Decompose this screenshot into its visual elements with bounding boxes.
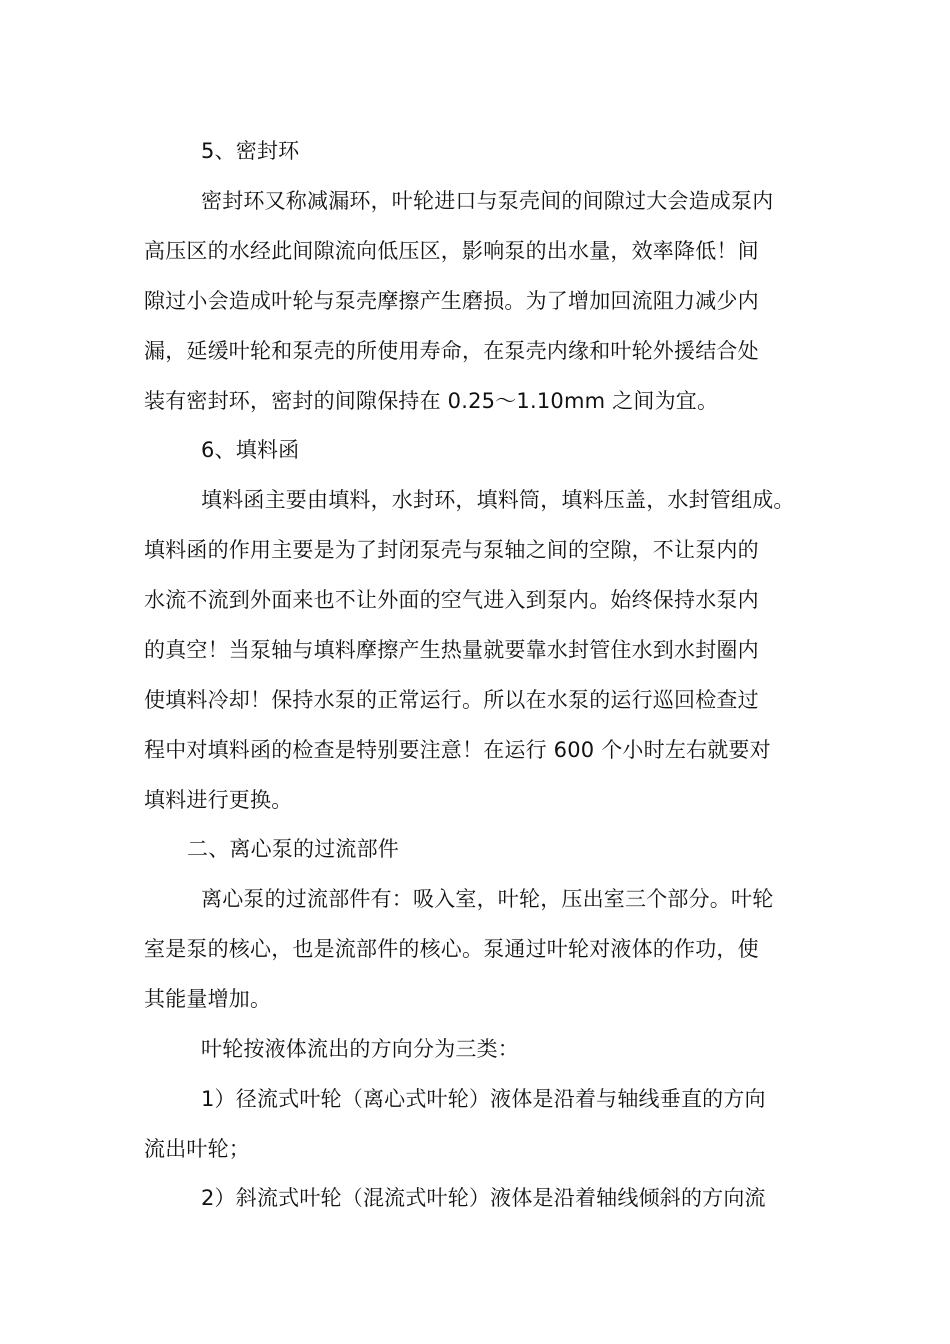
paragraph-line: 填料函的作用主要是为了封闭泵壳与泵轴之间的空隙，不让泵内的 bbox=[144, 538, 759, 562]
paragraph-line: 叶轮按液体流出的方向分为三类： bbox=[201, 1037, 519, 1061]
paragraph-line: 填料函主要由填料，水封环，填料筒，填料压盖，水封管组成。 bbox=[201, 488, 795, 512]
paragraph-line: 水流不流到外面来也不让外面的空气进入到泵内。始终保持水泵内 bbox=[144, 588, 759, 612]
paragraph-line: 程中对填料函的检查是特别要注意！在运行 600 个小时左右就要对 bbox=[144, 738, 771, 762]
paragraph-line: 流出叶轮； bbox=[144, 1137, 250, 1161]
list-item-radial-impeller: 1）径流式叶轮（离心式叶轮）液体是沿着与轴线垂直的方向 bbox=[201, 1087, 766, 1111]
paragraph-line: 漏，延缓叶轮和泵壳的所使用寿命，在泵壳内缘和叶轮外援结合处 bbox=[144, 339, 759, 363]
paragraph-line: 离心泵的过流部件有：吸入室，叶轮，压出室三个部分。叶轮 bbox=[201, 887, 774, 911]
chapter-heading-flow-parts: 二、离心泵的过流部件 bbox=[187, 837, 399, 861]
paragraph-line: 使填料冷却！保持水泵的正常运行。所以在水泵的运行巡回检查过 bbox=[144, 688, 759, 712]
paragraph-line: 高压区的水经此间隙流向低压区，影响泵的出水量，效率降低！间 bbox=[144, 239, 759, 263]
section-heading-seal-ring: 5、密封环 bbox=[201, 139, 300, 163]
paragraph-line: 填料进行更换。 bbox=[144, 788, 293, 812]
paragraph-line: 隙过小会造成叶轮与泵壳摩擦产生磨损。为了增加回流阻力减少内 bbox=[144, 289, 759, 313]
paragraph-line: 的真空！当泵轴与填料摩擦产生热量就要靠水封管住水到水封圈内 bbox=[144, 638, 759, 662]
paragraph-line: 装有密封环，密封的间隙保持在 0.25～1.10mm 之间为宜。 bbox=[144, 389, 719, 413]
paragraph-line: 室是泵的核心，也是流部件的核心。泵通过叶轮对液体的作功，使 bbox=[144, 937, 759, 961]
paragraph-line: 密封环又称减漏环，叶轮进口与泵壳间的间隙过大会造成泵内 bbox=[201, 189, 774, 213]
list-item-mixed-flow-impeller: 2）斜流式叶轮（混流式叶轮）液体是沿着轴线倾斜的方向流 bbox=[201, 1186, 766, 1210]
section-heading-stuffing-box: 6、填料函 bbox=[201, 438, 300, 462]
paragraph-line: 其能量增加。 bbox=[144, 987, 272, 1011]
